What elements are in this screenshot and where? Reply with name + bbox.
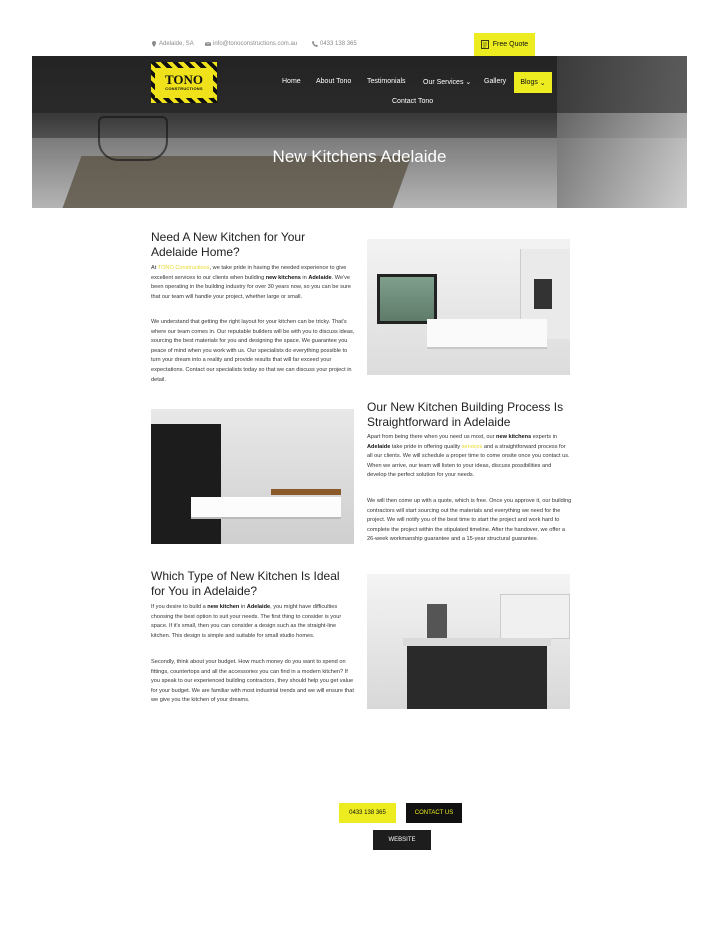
chevron-down-icon: ⌄ [539,79,546,87]
nav-item-services[interactable] [423,78,471,86]
site-logo[interactable] [151,62,217,103]
bold-text: new kitchens [496,434,532,440]
nav-item-contact[interactable]: Contact Tono [392,98,434,105]
section2-paragraph-2: We will then come up with a quote, which is free. Once you approve it, our building contractors will start sourcing out the materials and everything we need for the project. We will notify you of the best time to start the project and work hard to complete the project within the stipulated timeline. After the handover, we offer a 26-week workmanship guarantee and a 15-year structural guarantee. [367,498,572,543]
logo-text-main: TONO [164,72,204,87]
nav-item-blogs[interactable] [514,72,552,93]
text-run: Apart from being there when you need us most, our [367,434,497,440]
text-run: in [300,274,309,281]
logo-text-sub: CONSTRUCTIONS [165,86,203,91]
image-table [271,489,341,495]
bold-text: Adelaide [308,274,332,281]
phone-info[interactable] [312,41,357,47]
website-button[interactable]: WEBSITE [373,830,431,850]
image-window [377,274,437,324]
phone-button[interactable]: 0433 138 365 [339,803,396,823]
section2-heading: Our New Kitchen Building Process Is Straightforward in Adelaide [367,400,564,429]
chevron-down-icon: ⌄ [465,79,472,86]
envelope-icon [205,41,211,47]
page-title: New Kitchens Adelaide [272,147,447,166]
location-text: Adelaide, SA [159,41,194,47]
kitchen-image-dark [151,409,354,544]
section3-heading: Which Type of New Kitchen Is Ideal for You in Adelaide? [151,569,340,598]
navigation-band [32,56,687,113]
phone-link[interactable]: 0433 138 365 [320,41,357,47]
email-info[interactable] [205,41,297,47]
section1-paragraph-1 [151,264,356,302]
nav-item-blogs-label: Blogs [520,79,538,86]
nav-item-home[interactable]: Home [282,78,301,85]
image-countertop [403,638,551,646]
image-island [407,644,547,709]
text-run: experts in [531,434,557,440]
image-dark-cabinet [151,424,221,544]
contact-us-button[interactable]: CONTACT US [406,803,462,823]
hero-banner [32,56,687,208]
text-run: . We've been operating in the building industry for over 30 years now, so you can be sure that our team will handle your project, whether large or small. [151,274,351,300]
nav-item-gallery[interactable]: Gallery [484,78,507,85]
kitchen-image-granite [367,574,570,709]
bold-text: Adelaide [367,443,391,450]
map-pin-icon [151,41,157,47]
nav-item-services-label: Our Services [423,79,464,86]
text-run: and a straightforward process for all our clients. We will schedule a proper time to come onsite once you contact us. When we arrive, our team will listen to your ideas, discuss possibilities and develop the perfect solution for your needs. [367,443,570,479]
nav-item-about[interactable]: About Tono [316,78,352,85]
image-island [427,319,547,349]
text-run: , we take pride in having the needed experience to give excellent services to our clients when building [151,265,347,281]
image-oven [534,279,552,309]
section2-paragraph-1 [367,433,572,481]
section1-heading: Need A New Kitchen for Your Adelaide Home? [151,230,306,259]
bold-text: new kitchens [265,274,301,281]
bold-text: new kitchen [207,604,240,610]
free-quote-label: Free Quote [492,41,529,48]
bold-text: Adelaide [246,604,271,610]
text-run: If you desire to build a [151,604,208,610]
text-run: At [151,265,158,271]
image-cabinet [500,594,570,639]
text-run: in [239,604,247,610]
phone-icon [312,41,318,47]
section3-paragraph-2: Secondly, think about your budget. How much money do you want to spend on fittings, countertops and all the accessories you can find in a modern kitchen? If you speak to our experienced building contractors, they should help you get value for your budget. We are familiar with most industrial trends and we will ensure that we give you the kitchen of your dreams. [151,659,354,704]
section1-paragraph-2: We understand that getting the right layout for your kitchen can be tricky. That's where our team comes in. Our reputable builders will be with you to discuss ideas, sourcing the best materials for you and designing the space. We guarantee you peace of mind when you work with us. Our specialists do everything possible to turn your dream into a reality and provide results that will far exceed your expectations. Contact our specialists today so that we can discuss your project in detail. [151,319,355,383]
text-run: , you might have difficulties choosing the best option to suit your needs. The first thing to consider is your space. If it's small, then you can consider a design such as the straight-line kitchen. This design is simple and suitable for small studio homes. [151,604,342,639]
services-link[interactable]: services [461,443,483,450]
section3-paragraph-1 [151,603,356,641]
kitchen-image-white [367,239,570,375]
image-bench [191,497,341,519]
location-info [151,41,194,47]
document-icon [481,40,489,49]
nav-item-testimonials[interactable]: Testimonials [367,78,406,85]
email-link[interactable]: info@tonoconstructions.com.au [213,41,298,47]
text-run: take pride in offering quality [390,443,462,450]
tono-link[interactable]: TONO Constructions [157,265,210,271]
free-quote-button[interactable] [474,33,535,56]
